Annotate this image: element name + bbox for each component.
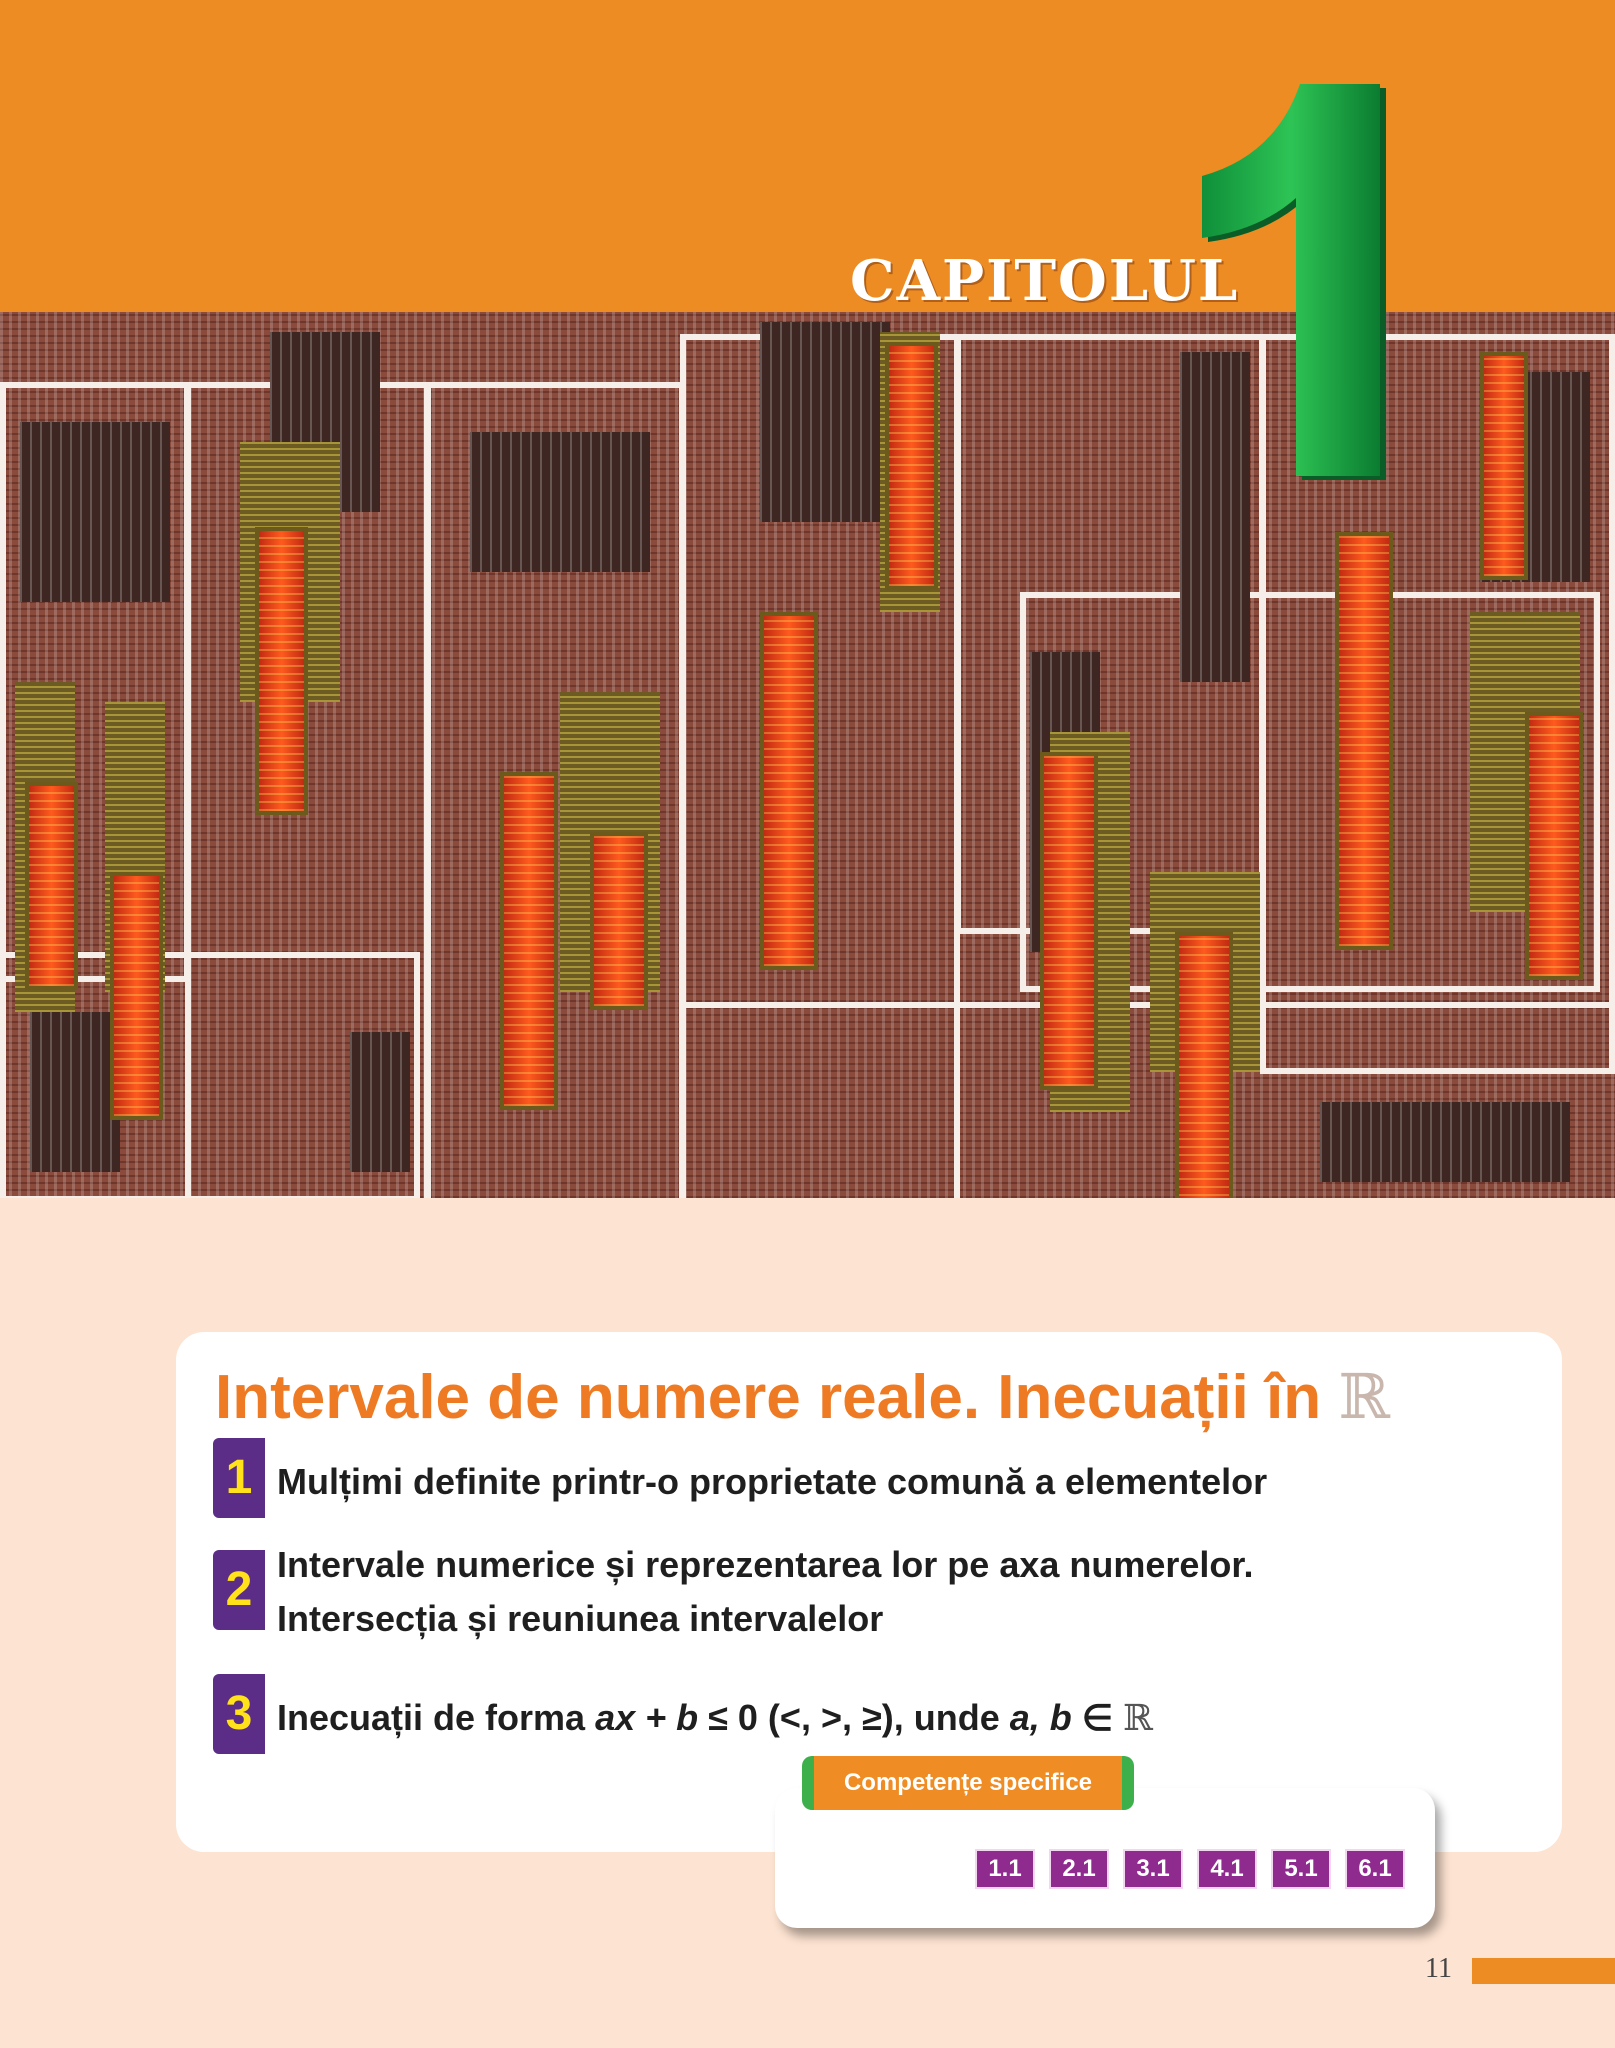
chapter-label: CAPITOLUL bbox=[850, 248, 1240, 314]
chapter-title-text: Intervale de numere reale. Inecuații în bbox=[215, 1363, 1322, 1432]
competence-code: 4.1 bbox=[1197, 1849, 1257, 1889]
page-number: 11 bbox=[1425, 1953, 1452, 1984]
competence-code: 3.1 bbox=[1123, 1849, 1183, 1889]
lesson-item-3-set: ℝ bbox=[1123, 1698, 1154, 1739]
real-numbers-symbol: ℝ bbox=[1338, 1360, 1390, 1433]
lesson-number-badge-2: 2 bbox=[213, 1550, 265, 1630]
competence-code: 1.1 bbox=[975, 1849, 1035, 1889]
lesson-item-3-text-a: Inecuații de forma bbox=[277, 1697, 596, 1738]
chapter-title bbox=[215, 1360, 1390, 1433]
lesson-item-3-vars: a, b bbox=[1009, 1697, 1072, 1738]
competence-code: 5.1 bbox=[1271, 1849, 1331, 1889]
lesson-item-3[interactable] bbox=[277, 1691, 1153, 1746]
competence-code: 2.1 bbox=[1049, 1849, 1109, 1889]
competence-code: 6.1 bbox=[1345, 1849, 1405, 1889]
lesson-item-1-text: Mulțimi definite printr-o proprietate comună a elementelor bbox=[277, 1461, 1268, 1502]
lesson-item-2-line-1: Intervale numerice și reprezentarea lor pe axa numerelor. bbox=[277, 1544, 1254, 1585]
competences-label: Competențe specifice bbox=[802, 1756, 1134, 1810]
lesson-item-3-expr: ax + b bbox=[595, 1697, 699, 1738]
lesson-item-2[interactable] bbox=[277, 1538, 1253, 1646]
lesson-item-3-in: ∈ bbox=[1071, 1697, 1124, 1738]
lesson-item-1[interactable] bbox=[277, 1455, 1267, 1509]
competence-codes bbox=[975, 1849, 1405, 1889]
lesson-number-badge-1: 1 bbox=[213, 1438, 265, 1518]
page-number-bar bbox=[1472, 1958, 1615, 1984]
lesson-number-badge-3: 3 bbox=[213, 1674, 265, 1754]
lesson-item-3-text-b: ≤ 0 (<, >, ≥), unde bbox=[698, 1697, 1010, 1738]
lesson-item-2-line-2: Intersecția și reuniunea intervalelor bbox=[277, 1598, 884, 1639]
